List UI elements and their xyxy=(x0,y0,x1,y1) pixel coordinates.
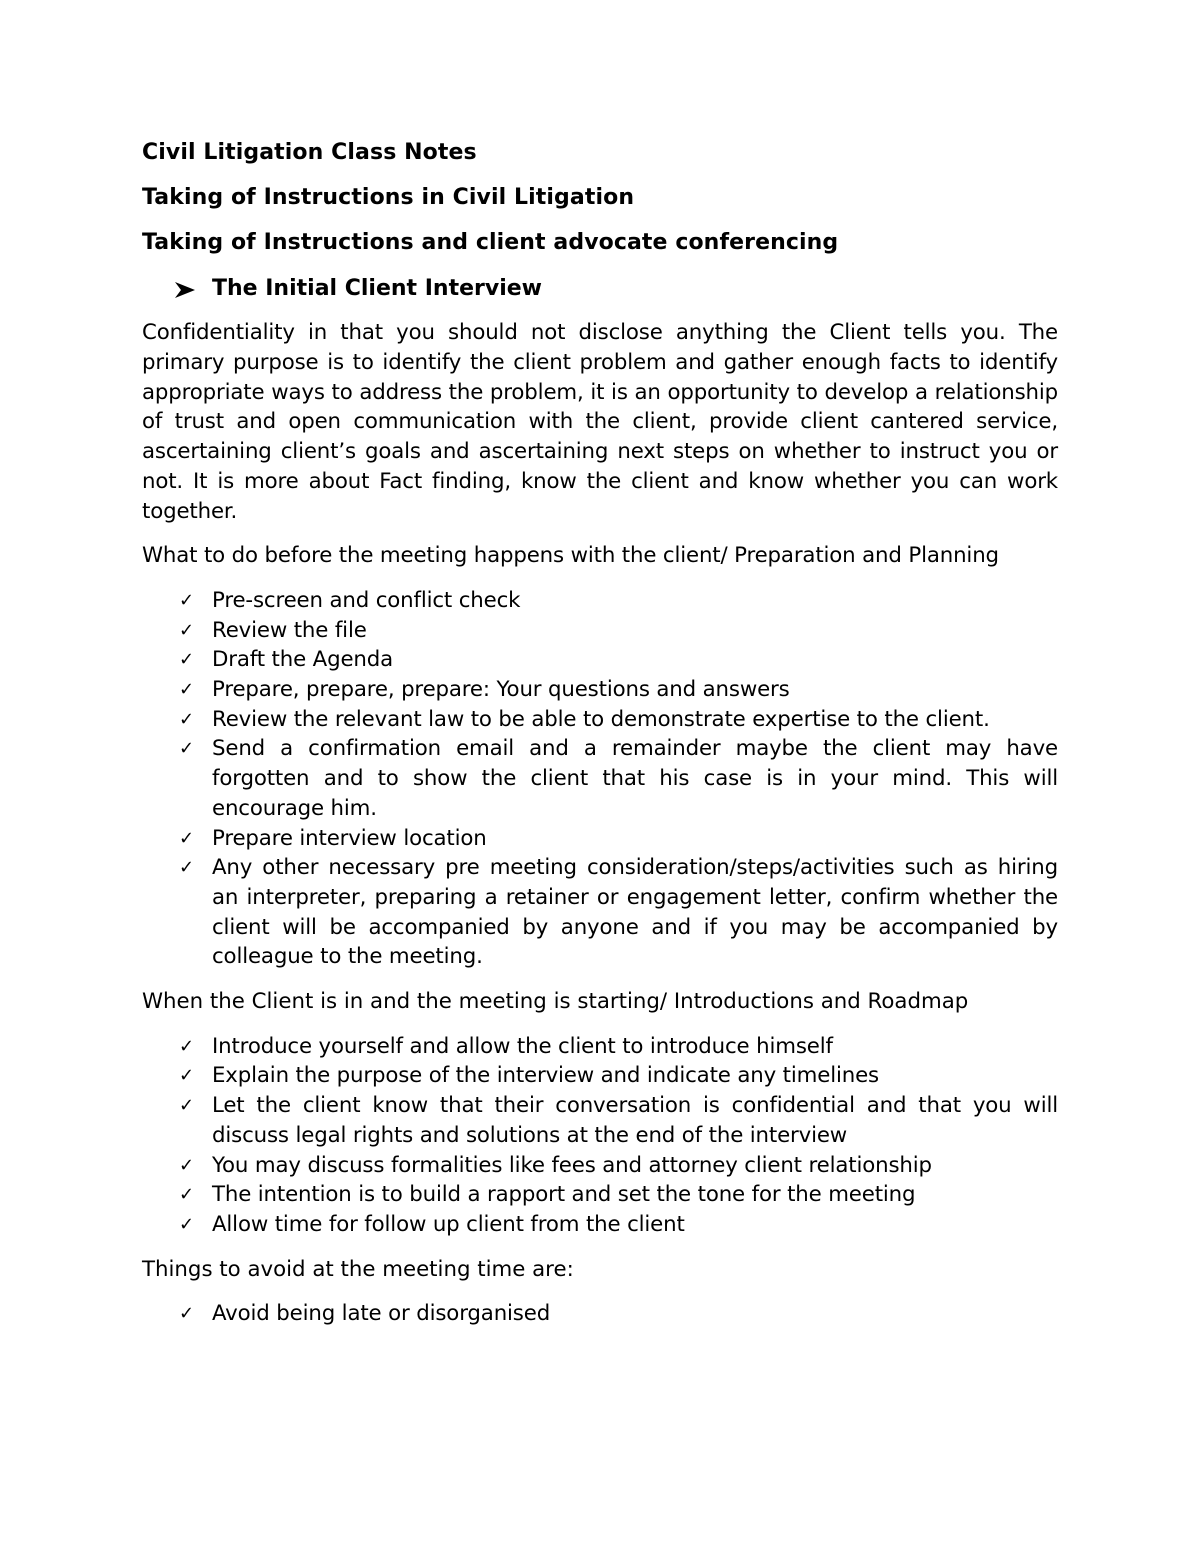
checkmark-icon: ✓ xyxy=(179,679,194,701)
preparation-checklist xyxy=(142,586,1058,972)
checkmark-icon: ✓ xyxy=(179,1095,194,1117)
checkmark-icon: ✓ xyxy=(179,1154,194,1176)
checklist-item: ✓ Introduce yourself and allow the client to introduce himself xyxy=(142,1032,1058,1062)
checkmark-icon: ✓ xyxy=(179,1184,194,1206)
checkmark-icon: ✓ xyxy=(179,1065,194,1087)
checklist-item: ✓ Prepare, prepare, prepare: Your questions and answers xyxy=(142,675,1058,705)
preparation-section-title: What to do before the meeting happens with the client/ Preparation and Planning xyxy=(142,543,999,569)
checkmark-icon: ✓ xyxy=(179,1303,194,1325)
initial-client-interview-heading xyxy=(142,274,1058,304)
checklist-item: ✓ Send a confirmation email and a remainder maybe the client may have forgotten and to show the client that his case is in your mind. This will encourage him. xyxy=(179,736,1058,821)
checkmark-icon: ✓ xyxy=(179,857,194,879)
checklist-item: ✓ Explain the purpose of the interview and indicate any timelines xyxy=(142,1061,1058,1091)
checkmark-icon: ✓ xyxy=(179,649,194,671)
checklist-item: ✓ Prepare interview location xyxy=(142,824,1058,854)
introductions-checklist xyxy=(142,1032,1058,1240)
checklist-item: ✓ Draft the Agenda xyxy=(142,645,1058,675)
checkmark-icon: ✓ xyxy=(179,827,194,849)
checklist-item: ✓ Pre-screen and conflict check xyxy=(142,586,1058,616)
checklist-item: ✓ Any other necessary pre meeting consideration/steps/activities such as hiring an interpreter, preparing a retainer or engagement letter, confirm whether the client will be accompanied by anyone and if you may be accompanied by colleague to the meeting. xyxy=(179,855,1058,970)
section-heading: Taking of Instructions and client advocate conferencing xyxy=(142,230,839,256)
subheading-text: The Initial Client Interview xyxy=(212,275,542,301)
checklist-item: ✓ Allow time for follow up client from the client xyxy=(142,1210,1058,1240)
checkmark-icon: ✓ xyxy=(179,589,194,611)
checkmark-icon: ✓ xyxy=(179,738,194,760)
checklist-item: ✓ Let the client know that their conversation is confidential and that you will discuss legal rights and solutions at the end of the interview xyxy=(179,1093,1058,1148)
avoid-section-title: Things to avoid at the meeting time are: xyxy=(142,1256,574,1282)
intro-paragraph: Confidentiality in that you should not disclose anything the Client tells you. The primary purpose is to identify the client problem and gather enough facts to identify appropriate ways to address the problem, it is an opportunity to develop a relationship of trust and open communication with the client, provide client cantered service, ascertaining client’s goals and ascertaining next steps on whether to instruct you or not. It is more about Fact finding, know the client and know whether you can work together. xyxy=(142,320,1058,524)
checkmark-icon: ✓ xyxy=(179,619,194,641)
checklist-item: ✓ Review the file xyxy=(142,616,1058,646)
arrow-bullet-icon xyxy=(174,281,196,299)
checklist-item: ✓ The intention is to build a rapport and set the tone for the meeting xyxy=(142,1180,1058,1210)
checklist-item: ✓ Avoid being late or disorganised xyxy=(142,1299,1058,1329)
checkmark-icon: ✓ xyxy=(179,1035,194,1057)
document-title: Civil Litigation Class Notes xyxy=(142,140,477,165)
avoid-checklist xyxy=(142,1299,1058,1329)
checklist-item: ✓ Review the relevant law to be able to demonstrate expertise to the client. xyxy=(142,705,1058,735)
document-page xyxy=(142,138,1058,1344)
introductions-section-title: When the Client is in and the meeting is starting/ Introductions and Roadmap xyxy=(142,989,969,1015)
checkmark-icon: ✓ xyxy=(179,1214,194,1235)
document-subtitle: Taking of Instructions in Civil Litigation xyxy=(142,185,635,211)
checklist-item: ✓ You may discuss formalities like fees and attorney client relationship xyxy=(142,1151,1058,1181)
checkmark-icon: ✓ xyxy=(179,708,194,730)
